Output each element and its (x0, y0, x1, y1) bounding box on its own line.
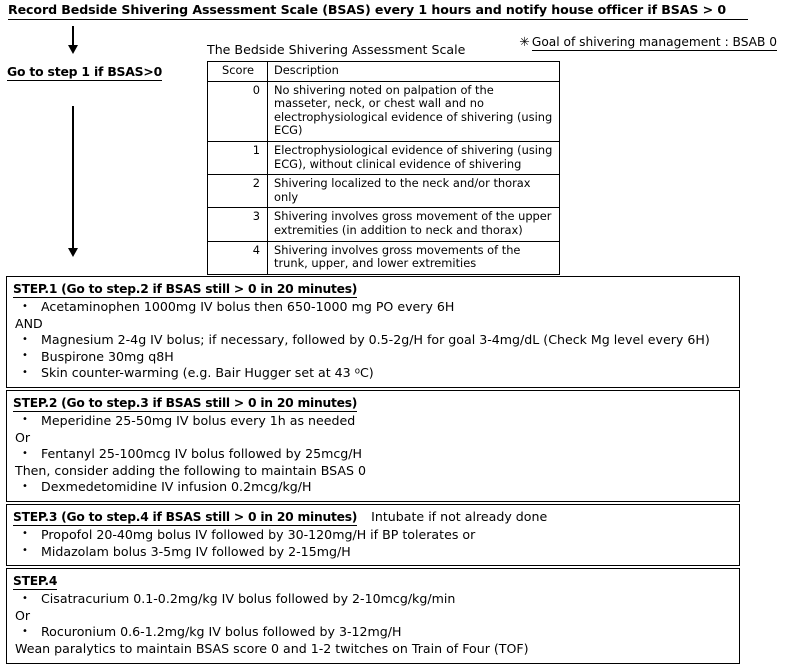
step-title-line (13, 509, 733, 526)
step-box (6, 390, 740, 502)
cell-description: Shivering involves gross movements of the trunk, upper, and lower extremities (268, 241, 560, 274)
goal-note-text: Goal of shivering management : BSAB 0 (531, 35, 777, 49)
step-title: STEP.3 (Go to step.4 if BSAS still > 0 in 20 minutes) (13, 509, 358, 524)
table-row (208, 175, 560, 208)
column-header-description: Description (268, 62, 560, 82)
asterisk-icon: ✳ (519, 34, 530, 49)
step-bullet-line: • Fentanyl 25-100mcg IV bolus followed by 25mcg/H (13, 446, 733, 463)
cell-description: Shivering involves gross movement of the upper extremities (in addition to neck and thorax) (268, 208, 560, 241)
step-title: STEP.2 (Go to step.3 if BSAS still > 0 in 20 minutes) (13, 395, 358, 410)
step-plain-line: Or (15, 607, 31, 623)
bsas-scale-caption: The Bedside Shivering Assessment Scale (207, 42, 466, 57)
step-bullet-line: • Propofol 20-40mg bolus IV followed by 30-120mg/H if BP tolerates or (13, 527, 733, 544)
step-title: STEP.1 (Go to step.2 if BSAS still > 0 in 20 minutes) (13, 282, 358, 296)
table-row (208, 241, 560, 274)
table-row (208, 208, 560, 241)
page-title: Record Bedside Shivering Assessment Scale (BSAS) every 1 hours and notify house officer if BSAS > 0 (8, 2, 748, 20)
degree-icon: o (354, 366, 360, 377)
step-bullet-line: • Cisatracurium 0.1-0.2mg/kg IV bolus followed by 2-10mcg/kg/min (13, 591, 733, 608)
step-line-text-post: C) (359, 365, 374, 381)
arrow-head (68, 45, 78, 54)
step-title-suffix: Intubate if not already done (371, 508, 548, 524)
step-title-line (13, 573, 733, 590)
step-title: STEP.4 (13, 574, 58, 589)
arrow-head (68, 248, 78, 257)
arrow-shaft (72, 26, 74, 47)
step-line-text-pre: Skin counter-warming (e.g. Bair Hugger set at 43 (41, 365, 355, 381)
step-plain-line: Or (15, 429, 31, 445)
step-bullet-line: • Dexmedetomidine IV infusion 0.2mcg/kg/H (13, 479, 733, 496)
arrow-shaft (72, 106, 74, 251)
table-header-row (208, 62, 560, 82)
cell-score: 0 (208, 81, 268, 141)
step-plain-line: Then, consider adding the following to maintain BSAS 0 (15, 462, 367, 478)
step-plain-line: Wean paralytics to maintain BSAS score 0 and 1-2 twitches on Train of Four (TOF) (15, 640, 529, 656)
step-title-line (13, 281, 733, 298)
step-box (6, 568, 740, 663)
cell-description: Electrophysiological evidence of shivering (using ECG), without clinical evidence of shivering (268, 141, 560, 174)
bsas-table-body (208, 81, 560, 274)
cell-score: 3 (208, 208, 268, 241)
bsas-scale-table (207, 61, 560, 275)
bsas-scale-block (207, 42, 560, 275)
goto-step1-label: Go to step 1 if BSAS>0 (7, 64, 163, 79)
cell-description: No shivering noted on palpation of the masseter, neck, or chest wall and no electrophysiological evidence of shivering (using ECG) (268, 81, 560, 141)
step-bullet-line: • Magnesium 2-4g IV bolus; if necessary, followed by 0.5-2g/H for goal 3-4mg/dL (Check Mg level every 6H) (13, 332, 733, 349)
cell-score: 1 (208, 141, 268, 174)
cell-score: 2 (208, 175, 268, 208)
table-row (208, 81, 560, 141)
treatment-steps (6, 276, 740, 666)
step-bullet-line: • Acetaminophen 1000mg IV bolus then 650-1000 mg PO every 6H (13, 299, 733, 316)
cell-description: Shivering localized to the neck and/or thorax only (268, 175, 560, 208)
step-bullet-line (13, 365, 733, 382)
step-bullet-line: • Midazolam bolus 3-5mg IV followed by 2-15mg/H (13, 544, 733, 561)
step-plain-line: AND (15, 315, 43, 331)
flowchart-column (0, 26, 200, 274)
step-box (6, 276, 740, 388)
step-box (6, 504, 740, 566)
column-header-score: Score (208, 62, 268, 82)
step-bullet-line: • Rocuronium 0.6-1.2mg/kg IV bolus followed by 3-12mg/H (13, 624, 733, 641)
step-title-line (13, 395, 733, 412)
step-bullet-line: • Buspirone 30mg q8H (13, 349, 733, 366)
step-bullet-line: • Meperidine 25-50mg IV bolus every 1h as needed (13, 413, 733, 430)
cell-score: 4 (208, 241, 268, 274)
table-row (208, 141, 560, 174)
